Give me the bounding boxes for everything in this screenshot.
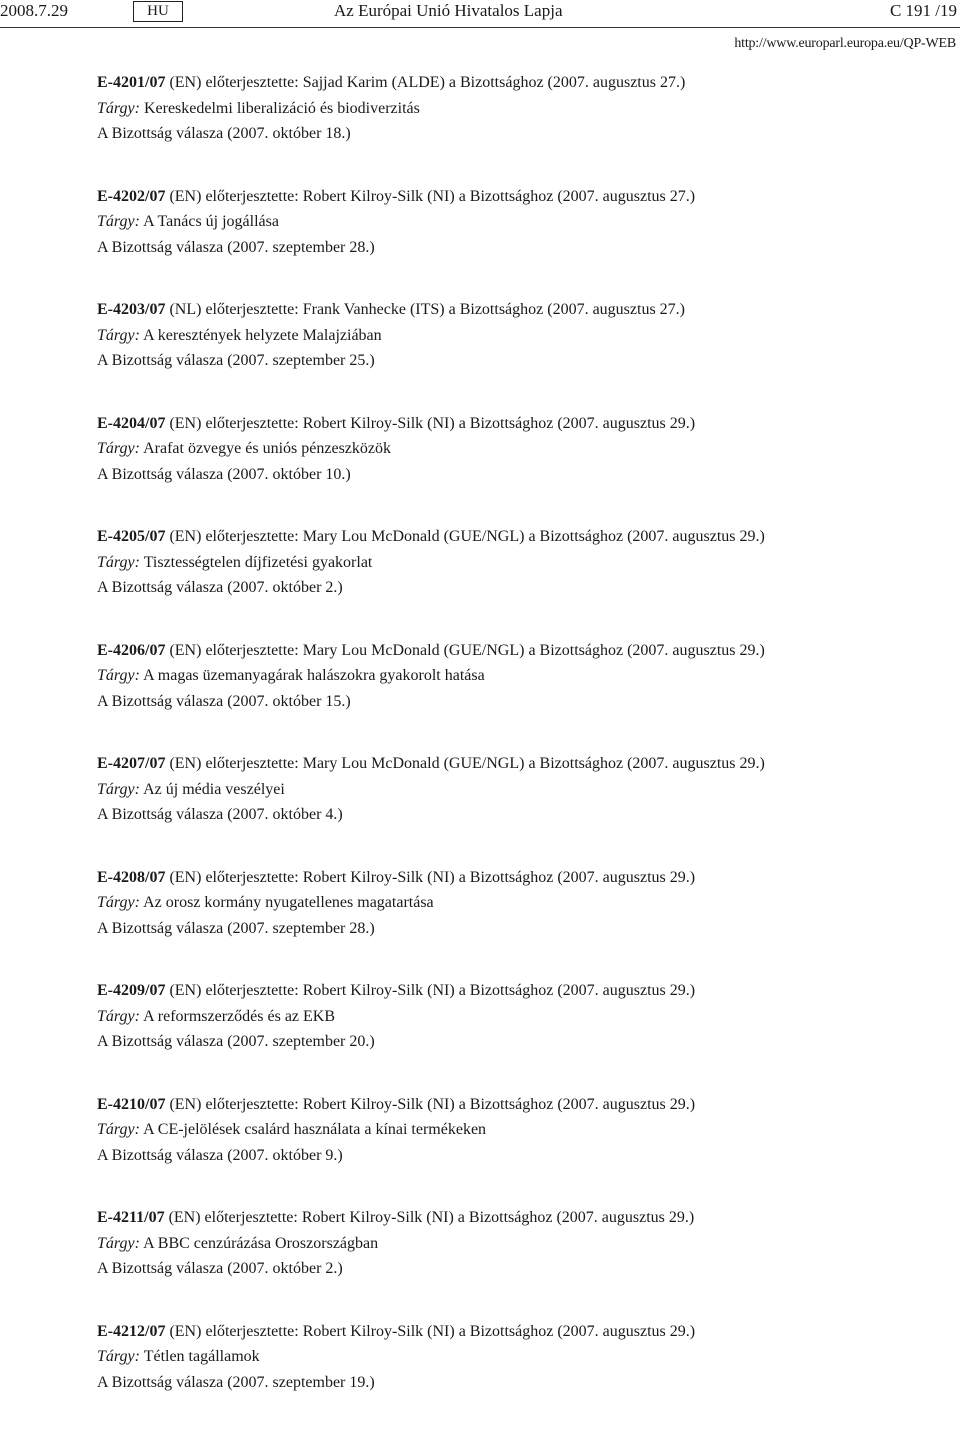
question-header-line [97,184,947,210]
question-id: E-4211/07 [97,1209,165,1226]
question-header-line [97,70,947,96]
commission-answer: A Bizottság válasza (2007. október 2.) [97,575,947,601]
language-badge: HU [133,1,183,22]
commission-answer: A Bizottság válasza (2007. október 4.) [97,802,947,828]
commission-answer: A Bizottság válasza (2007. szeptember 20.) [97,1029,947,1055]
question-header-line [97,1319,947,1345]
question-author: előterjesztette: Robert Kilroy-Silk (NI) a Bizottsághoz (2007. augusztus 29.) [205,1323,695,1340]
question-list [97,70,947,1432]
question-subject-line [97,1231,947,1257]
subject-label: Tárgy: [97,327,140,344]
question-language: (EN) [169,74,201,91]
page-number: C 191 /19 [890,1,957,21]
question-id: E-4212/07 [97,1323,165,1340]
subject-label: Tárgy: [97,1008,140,1025]
question-entry [97,865,947,979]
question-author: előterjesztette: Mary Lou McDonald (GUE/NGL) a Bizottsághoz (2007. augusztus 29.) [205,528,764,545]
question-subject: Kereskedelmi liberalizáció és biodiverzitás [144,100,420,117]
question-header-line [97,297,947,323]
question-author: előterjesztette: Mary Lou McDonald (GUE/NGL) a Bizottsághoz (2007. augusztus 29.) [205,755,764,772]
question-language: (EN) [169,1096,201,1113]
subject-label: Tárgy: [97,667,140,684]
commission-answer: A Bizottság válasza (2007. szeptember 25.) [97,348,947,374]
question-header-line [97,638,947,664]
question-language: (EN) [169,982,201,999]
question-author: előterjesztette: Robert Kilroy-Silk (NI) a Bizottsághoz (2007. augusztus 29.) [205,1096,695,1113]
question-header-line [97,865,947,891]
question-id: E-4201/07 [97,74,165,91]
source-url: http://www.europarl.europa.eu/QP-WEB [734,36,956,52]
question-subject: A BBC cenzúrázása Oroszországban [143,1235,378,1252]
question-subject: Tisztességtelen díjfizetési gyakorlat [144,554,373,571]
question-id: E-4205/07 [97,528,165,545]
question-subject-line [97,663,947,689]
question-subject: Az új média veszélyei [143,781,285,798]
question-subject-line [97,323,947,349]
question-language: (EN) [169,642,201,659]
question-entry [97,1319,947,1432]
subject-label: Tárgy: [97,440,140,457]
subject-label: Tárgy: [97,1348,140,1365]
question-header-line [97,524,947,550]
question-id: E-4210/07 [97,1096,165,1113]
commission-answer: A Bizottság válasza (2007. október 18.) [97,121,947,147]
question-header-line [97,1092,947,1118]
question-id: E-4209/07 [97,982,165,999]
question-language: (EN) [169,755,201,772]
subject-label: Tárgy: [97,100,140,117]
question-author: előterjesztette: Mary Lou McDonald (GUE/NGL) a Bizottsághoz (2007. augusztus 29.) [205,642,764,659]
question-language: (EN) [169,1209,201,1226]
question-entry [97,184,947,298]
question-subject-line [97,890,947,916]
question-header-line [97,1205,947,1231]
question-entry [97,978,947,1092]
subject-label: Tárgy: [97,554,140,571]
question-subject-line [97,1117,947,1143]
journal-title: Az Európai Unió Hivatalos Lapja [334,1,563,21]
question-entry [97,411,947,525]
question-author: előterjesztette: Robert Kilroy-Silk (NI) a Bizottsághoz (2007. augusztus 29.) [205,415,695,432]
question-language: (NL) [169,301,201,318]
commission-answer: A Bizottság válasza (2007. október 2.) [97,1256,947,1282]
question-author: előterjesztette: Robert Kilroy-Silk (NI) a Bizottsághoz (2007. augusztus 29.) [205,869,695,886]
question-author: előterjesztette: Robert Kilroy-Silk (NI) a Bizottsághoz (2007. augusztus 27.) [205,188,695,205]
question-id: E-4207/07 [97,755,165,772]
question-subject-line [97,777,947,803]
question-header-line [97,978,947,1004]
subject-label: Tárgy: [97,781,140,798]
question-entry [97,1092,947,1206]
question-id: E-4202/07 [97,188,165,205]
question-subject: A reformszerződés és az EKB [143,1008,335,1025]
question-author: előterjesztette: Robert Kilroy-Silk (NI) a Bizottsághoz (2007. augusztus 29.) [205,982,695,999]
header-rule [0,27,960,28]
question-author: előterjesztette: Robert Kilroy-Silk (NI) a Bizottsághoz (2007. augusztus 29.) [205,1209,695,1226]
commission-answer: A Bizottság válasza (2007. szeptember 19.) [97,1370,947,1396]
subject-label: Tárgy: [97,213,140,230]
subject-label: Tárgy: [97,1121,140,1138]
question-author: előterjesztette: Frank Vanhecke (ITS) a Bizottsághoz (2007. augusztus 27.) [205,301,685,318]
question-subject-line [97,436,947,462]
question-id: E-4204/07 [97,415,165,432]
question-author: előterjesztette: Sajjad Karim (ALDE) a Bizottsághoz (2007. augusztus 27.) [205,74,685,91]
question-header-line [97,411,947,437]
question-id: E-4206/07 [97,642,165,659]
question-entry [97,524,947,638]
commission-answer: A Bizottság válasza (2007. október 10.) [97,462,947,488]
question-language: (EN) [169,1323,201,1340]
question-entry [97,1205,947,1319]
commission-answer: A Bizottság válasza (2007. szeptember 28.) [97,235,947,261]
question-entry [97,70,947,184]
question-subject: A keresztények helyzete Malajziában [143,327,382,344]
question-subject: Arafat özvegye és uniós pénzeszközök [143,440,391,457]
question-language: (EN) [169,528,201,545]
question-entry [97,751,947,865]
question-entry [97,297,947,411]
question-subject-line [97,209,947,235]
question-subject-line [97,1344,947,1370]
question-subject-line [97,1004,947,1030]
question-entry [97,638,947,752]
publication-date: 2008.7.29 [0,1,68,21]
question-id: E-4208/07 [97,869,165,886]
subject-label: Tárgy: [97,894,140,911]
question-subject: A magas üzemanyagárak halászokra gyakorolt hatása [143,667,485,684]
question-language: (EN) [169,869,201,886]
commission-answer: A Bizottság válasza (2007. október 9.) [97,1143,947,1169]
question-subject: A CE-jelölések csalárd használata a kínai termékeken [143,1121,486,1138]
question-language: (EN) [169,188,201,205]
question-language: (EN) [169,415,201,432]
commission-answer: A Bizottság válasza (2007. szeptember 28.) [97,916,947,942]
question-subject-line [97,96,947,122]
commission-answer: A Bizottság válasza (2007. október 15.) [97,689,947,715]
question-subject-line [97,550,947,576]
subject-label: Tárgy: [97,1235,140,1252]
question-subject: A Tanács új jogállása [143,213,279,230]
question-subject: Tétlen tagállamok [144,1348,260,1365]
question-header-line [97,751,947,777]
question-subject: Az orosz kormány nyugatellenes magatartása [143,894,434,911]
page-header [0,0,960,30]
question-id: E-4203/07 [97,301,165,318]
